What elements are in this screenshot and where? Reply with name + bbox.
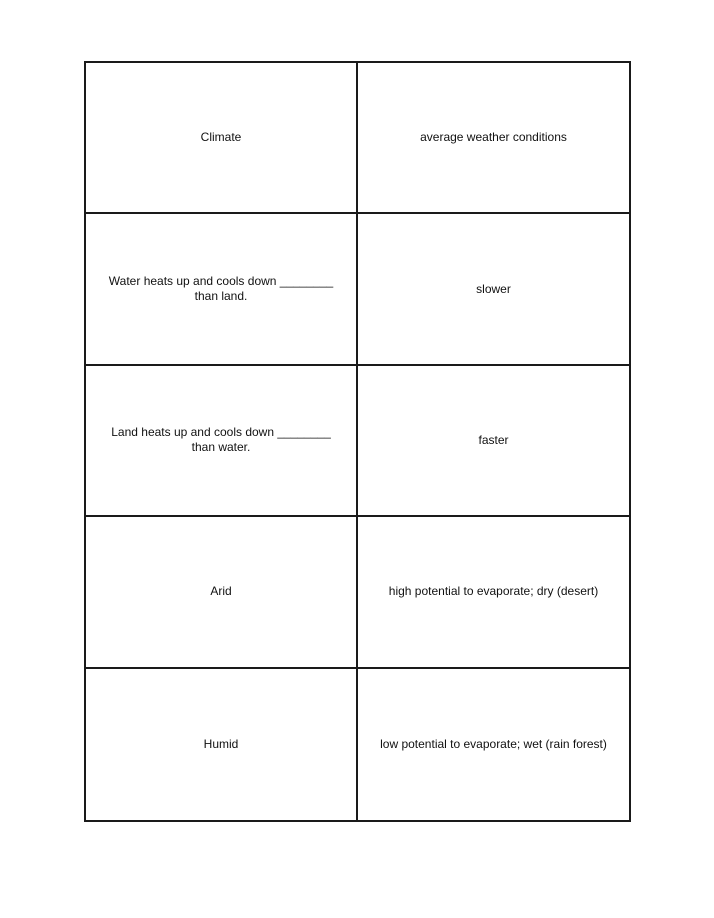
card-definition-text: faster	[478, 432, 509, 447]
card-definition-cell	[358, 517, 629, 668]
card-term-cell	[86, 63, 358, 214]
card-term-text: Humid	[203, 736, 239, 751]
card-definition-text: average weather conditions	[420, 130, 567, 145]
card-term-cell	[86, 214, 358, 365]
card-term-text: Water heats up and cools down ________ than land.	[108, 274, 334, 304]
card-term-text: Climate	[200, 130, 242, 145]
card-term-cell	[86, 669, 358, 820]
flashcard-table	[84, 61, 631, 822]
card-definition-cell	[358, 669, 629, 820]
card-definition-text: low potential to evaporate; wet (rain forest)	[380, 736, 607, 751]
card-term-cell	[86, 366, 358, 517]
card-term-text: Arid	[210, 584, 232, 599]
card-definition-cell	[358, 366, 629, 517]
card-term-text: Land heats up and cools down ________ than water.	[111, 425, 331, 455]
card-definition-cell	[358, 63, 629, 214]
card-term-cell	[86, 517, 358, 668]
card-definition-text: high potential to evaporate; dry (desert)	[388, 584, 599, 599]
card-definition-cell	[358, 214, 629, 365]
card-definition-text: slower	[476, 281, 511, 296]
